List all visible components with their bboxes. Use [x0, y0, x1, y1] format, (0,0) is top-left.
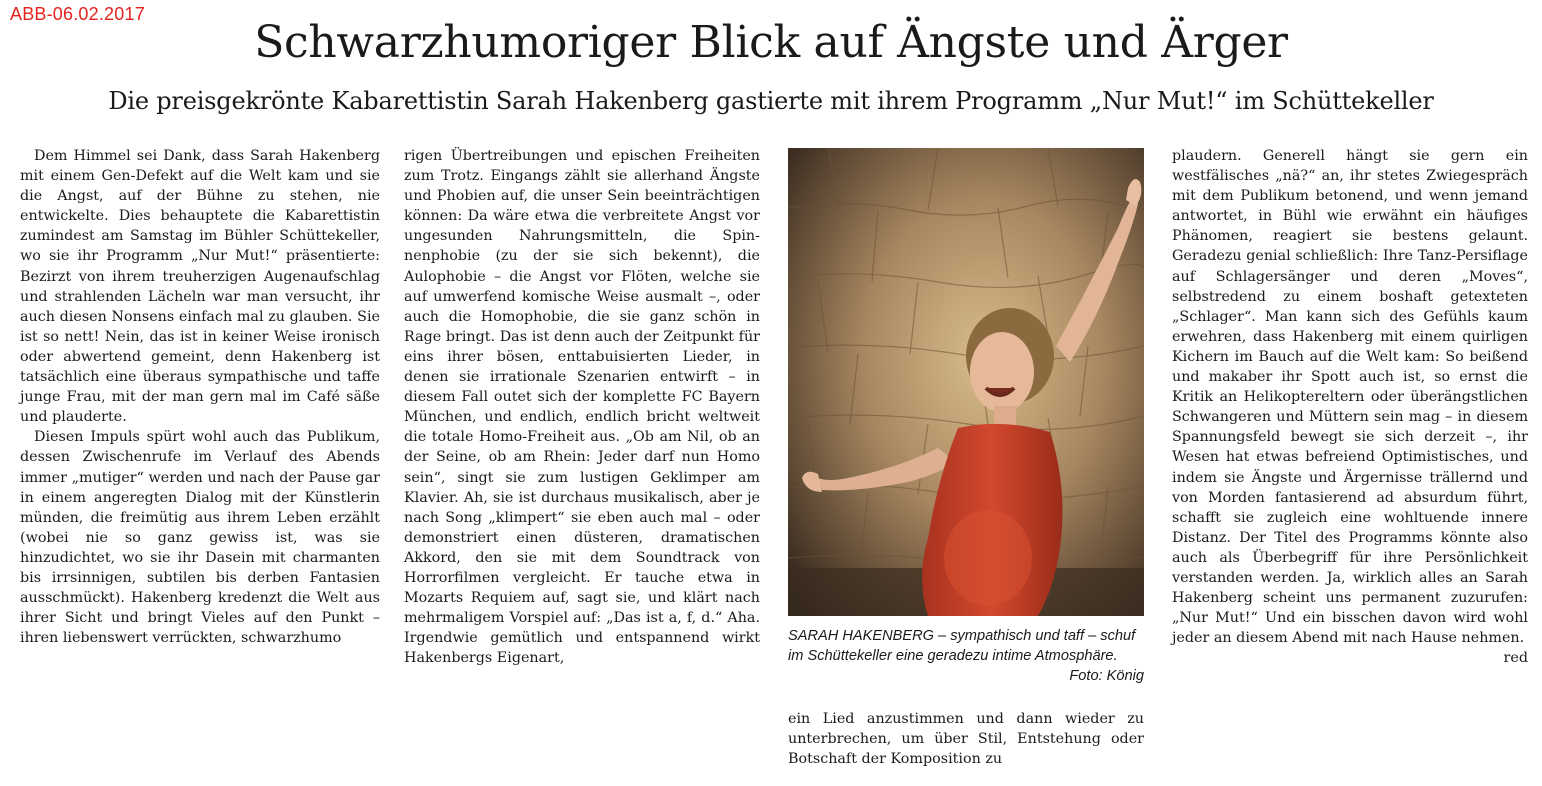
paragraph: ein Lied anzustimmen und dann wieder zu unterbrechen, um über Stil, Entstehung oder Botschaft der Komposition zu — [788, 711, 1144, 768]
archive-date-stamp: ABB-06.02.2017 — [10, 4, 145, 24]
performer-photo — [788, 148, 1144, 616]
text-column-1 — [20, 146, 380, 648]
caption-text: SARAH HAKENBERG – sympathisch und taff – schuf im Schüttekeller eine geradezu intime Atmosphäre. — [788, 628, 1136, 664]
text-column-3 — [788, 709, 1144, 769]
paragraph: Diesen Impuls spürt wohl auch das Publikum, dessen Zwischenrufe im Verlauf des Abends immer „mutiger“ werden und nach der Pause gar in einem angeregten Dialog mit der Künstlerin münden, die freimütig aus ihrem Leben erzählt (wobei nie so ganz gewiss ist, was sie hinzudichtet, wo sie ihr Dasein mit charmanten bis irrsinnigen, subtilen bis derben Fantasien ausschmückt). Hakenberg kredenzt die Welt aus ihrer Sicht und bringt Vieles auf den Punkt – ihren liebenswert verrückten, schwarzhumo — [20, 429, 380, 647]
photo-caption — [788, 626, 1144, 686]
text-column-4 — [1172, 146, 1528, 668]
text-column-2 — [404, 146, 760, 668]
article-subheadline: Die preisgekrönte Kabarettistin Sarah Hakenberg gastierte mit ihrem Programm „Nur Mut!“ im Schüttekeller — [108, 87, 1434, 115]
author-signature: red — [1503, 650, 1528, 667]
paragraph: rigen Übertreibungen und epischen Freiheiten zum Trotz. Eingangs zählt sie allerhand Ängste und Phobien auf, die unser Sein beeinträchtigen können: Da wäre etwa die verbreitete Angst vor ungesunden Nahrungsmitteln, die Spinnenphobie (zu der sie sich bekennt), die Aulophobie – die Angst vor Flöten, welche sie auf umwerfend komische Weise ausmalt –, oder auch die Homophobie, die sie ganz schön in Rage bringt. Das ist denn auch der Zeitpunkt für eins ihrer bösen, enttabuisierten Lieder, in denen sie irrationale Szenarien entwirft – in diesem Fall outet sich der komplette FC Bayern München, und endlich, endlich bricht weltweit die totale Homo-Freiheit aus. „Ob am Nil, ob an der Seine, ob am Rhein: Jeder darf nun Homo sein“, singt sie zum lustigen Geklimper am Klavier. Ah, sie ist durchaus musikalisch, aber je nach Song „klimpert“ sie eben auch mal – oder demonstriert einen düsteren, dramatischen Akkord, den sie mit dem Soundtrack von Horrorfilmen vergleicht. Er tauche etwa in Mozarts Requiem auf, sagt sie, und klärt nach mehrmaligem Vorspiel auf: „Das ist a, f, d.“ Aha. Irgendwie gemütlich und entspannend wirkt Hakenbergs Eigenart, — [404, 148, 760, 667]
photo-credit: Foto: König — [1069, 668, 1144, 684]
paragraph: Dem Himmel sei Dank, dass Sarah Hakenberg mit einem Gen-Defekt auf die Welt kam und sie die Angst, auf der Bühne zu stehen, nie entwickelte. Dies behauptete die Kabarettistin zumindest am Samstag im Bühler Schüttekeller, wo sie ihr Programm „Nur Mut!“ präsentierte: Bezirzt von ihrem treuherzigen Augenaufschlag und strahlenden Lächeln war man versucht, ihr auch diesen Nonsens einfach mal zu glauben. Sie ist so nett! Nein, das ist in keiner Weise ironisch oder abwertend gemeint, denn Hakenberg ist tatsächlich eine überaus sympathische und taffe junge Frau, mit der man gern mal im Café säße und plauderte. — [20, 148, 380, 426]
paragraph-text: plaudern. Generell hängt sie gern ein westfälisches „nä?“ an, ihr stetes Zwiegespräch mit dem Publikum betonend, und wenn jemand antwortet, in Bühl wie erwähnt ein häufiges Phänomen, reagiert sie bestens gelaunt. Geradezu genial schließlich: Ihre Tanz-Persiflage auf Schlagersänger und deren „Moves“, selbstredend zu einem boshaft getexteten „Schlager“. Man kann sich des Gefühls kaum erwehren, dass Hakenberg mit einem quirligen Kichern im Bauch auf die Welt kam: So beißend und makaber ihr Spott auch ist, so ernst die Kritik an Helikoptereltern oder überängstlichen Schwangeren und Müttern sein mag – in diesem Spannungsfeld bewegt sie sich derzeit –, ihr Wesen hat etwas befreiend Optimistisches, und indem sie Ängste und Ärgernisse trällernd und von Morden fantasierend ad absurdum führt, schafft sie zugleich eine wohltuende innere Distanz. Der Titel des Programms könnte also auch als Überbegriff für ihre Persönlichkeit verstanden werden. Ja, wirklich alles an Sarah Hakenberg scheint uns permanent zuzurufen: „Nur Mut!“ Und ein bisschen davon wird wohl jeder an diesem Abend mit nach Hause nehmen. — [1172, 148, 1528, 647]
article-headline: Schwarzhumoriger Blick auf Ängste und Ärger — [254, 17, 1288, 68]
paragraph — [1172, 146, 1528, 667]
